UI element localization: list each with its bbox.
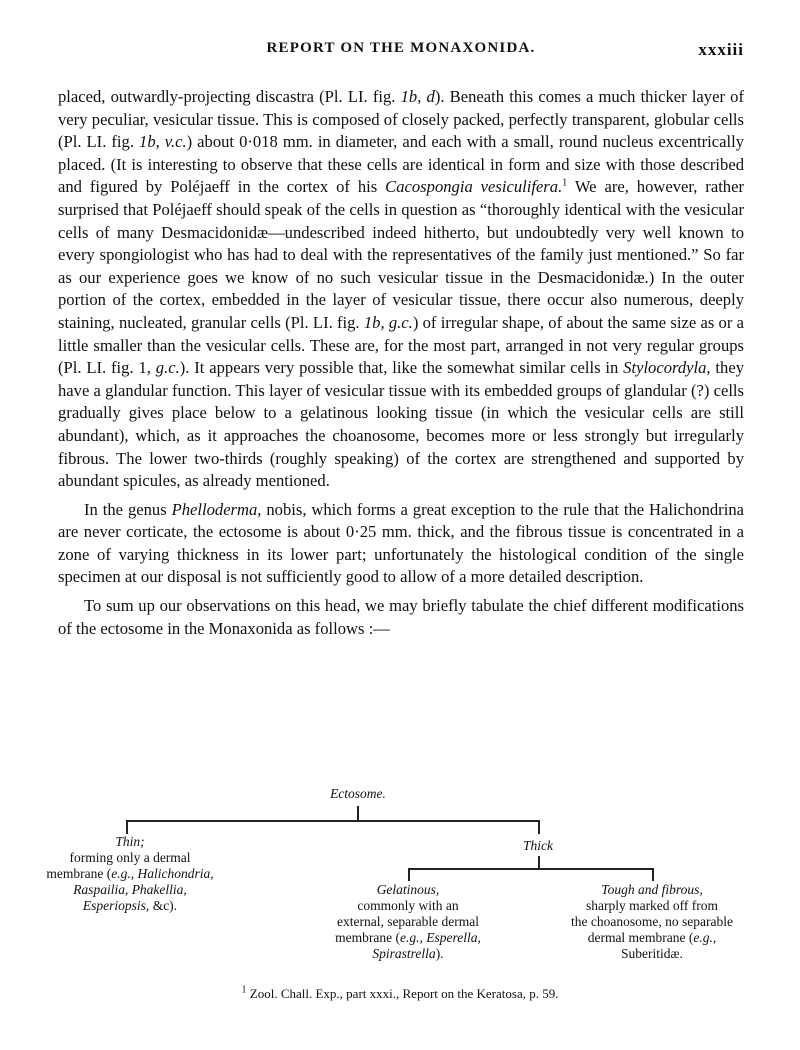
thick-node [498,838,578,854]
text-run: ) of irregular shape, of about the same size as or a little smaller than the vesicular cells. These are, for the most part, arranged in not very regular groups (Pl. LI. fig. 1, [58,312,744,378]
italic-run: e.g., Halichondria, [111,866,214,881]
italic-run: Stylocordyla, [623,358,711,378]
connector-line [357,806,359,820]
paragraph-1 [58,86,744,493]
gelatinous-label: Gelatinous, [376,882,440,897]
text-run: &c). [149,898,178,913]
connector-line [538,856,540,868]
footnote-marker: 1 [562,177,568,189]
text-run: dermal membrane ( [587,930,694,945]
connector-line [126,820,128,834]
text-run: , [417,87,427,106]
text-run: membrane ( [46,866,112,881]
thin-label: Thin; [115,834,145,849]
italic-run: Esperiopsis, [82,898,150,913]
gelatinous-label-line [308,882,508,898]
paragraph-3 [58,595,744,640]
italic-run: 1b [400,87,418,106]
tough-node [542,882,762,962]
text-run: To sum up our observations on this head, we may briefly tabulate the chief different modifications of the ectosome in the Monaxonida as follows :— [58,596,744,638]
text-run: nobis, which forms a great exception to the rule that the Halichondrina are never corticate, the ectosome is about 0·25 mm. thick, and the fibrous tissue is concentrated in a zone of varying thickness in its lower part; unfortunately the histological condition of the single specimen at our disposal is not sufficiently good to allow of a more detailed description. [58,499,744,587]
tough-desc-line: sharply marked off from [585,898,719,913]
connector-line [126,820,539,822]
thin-node [40,834,220,914]
connector-line [652,868,654,881]
connector-line [408,868,410,881]
paragraph-2 [58,499,744,589]
thin-desc-line: forming only a dermal [69,850,191,865]
tough-desc-line: the choanosome, no separable [571,914,733,929]
italic-run: 1b, g.c. [363,312,413,332]
thick-label: Thick [523,838,553,853]
text-run: they have a glandular function. This layer of vesicular tissue with its embedded groups of glandular (?) cells gradually gives place below to a gelatinous looking tissue (in which the vesicular cells are still abundant), which, as it approaches the choanosome, becomes more or less strongly but irregularly fibrous. The lower two-thirds (roughly speaking) of the cortex are strengthened and supported by abundant spicules, as already mentioned. [58,358,744,491]
footnote [0,986,800,1002]
italic-run: Phelloderma, [171,499,262,519]
thin-label-line [40,834,220,850]
thin-desc-line [40,866,220,882]
connector-line [408,868,653,870]
italic-run: e.g., [693,930,717,945]
text-run: ). Beneath this comes a much thicker layer of very peculiar, vesicular tissue. This is composed of closely packed, perfectly transparent, globular cells (Pl. LI. fig. [58,87,744,152]
footnote-text: Zool. Chall. Exp., part xxxi., Report on the Keratosa, p. 59. [246,986,559,1001]
gelatinous-desc-line: external, separable dermal [336,914,480,929]
italic-run: 1b, v.c. [139,132,187,152]
page-number: xxxiii [698,40,744,59]
tough-label-line [542,882,762,898]
gelatinous-desc-line [308,946,508,962]
ectosome-classification-diagram [46,786,758,976]
root-label: Ectosome. [330,786,386,801]
root-node [308,786,408,802]
text-run: ). It appears very possible that, like the somewhat similar cells in [179,358,624,378]
text-run: In the genus [84,499,172,519]
tough-desc-line: Suberitidæ. [621,946,683,961]
running-title: REPORT ON THE MONAXONIDA. [266,40,536,56]
text-run: membrane ( [335,930,400,945]
italic-run: Raspailia, Phakellia, [73,882,187,897]
gelatinous-desc-line [308,930,508,946]
thin-desc-line [40,882,220,898]
text-run: We are, however, rather surprised that Poléjaeff should speak of the cells in question as “thoroughly identical with the vesicular cells of many Desmacidonidæ—undescribed indeed hitherto, but undoubtedly very well known to every spongiologist who has had to deal with the representatives of the family just mentioned.” So far as our experience goes we know of no such vesicular tissue in the Desmacidonidæ.) In the outer portion of the cortex, embedded in the layer of vesicular tissue, there occur also numerous, deeply staining, nucleated, granular cells (Pl. LI. fig. [58,177,744,332]
italic-run: Cacospongia vesiculifera. [385,177,563,197]
running-header [58,40,744,64]
text-run: ). [435,946,444,961]
text-run: ) about 0·018 mm. in diameter, and each with a small, round nucleus excentrically placed. (It is interesting to observe that these cells are identical in form and size with those described and figured by Poléjaeff in the cortex of his [58,132,744,197]
tough-desc-line [542,930,762,946]
text-run: placed, outwardly-projecting discastra (Pl. LI. fig. [58,87,401,106]
tough-label: Tough and fibrous, [601,882,703,897]
italic-run: Spirastrella [372,946,436,961]
footnote-marker: 1 [241,984,247,996]
gelatinous-node [308,882,508,962]
connector-line [538,820,540,834]
italic-run: d [426,87,435,106]
body-text [58,86,744,640]
gelatinous-desc-line: commonly with an [357,898,459,913]
thin-desc-line [40,898,220,914]
italic-run: e.g., Esperella, [399,930,481,945]
italic-run: g.c. [155,358,180,378]
